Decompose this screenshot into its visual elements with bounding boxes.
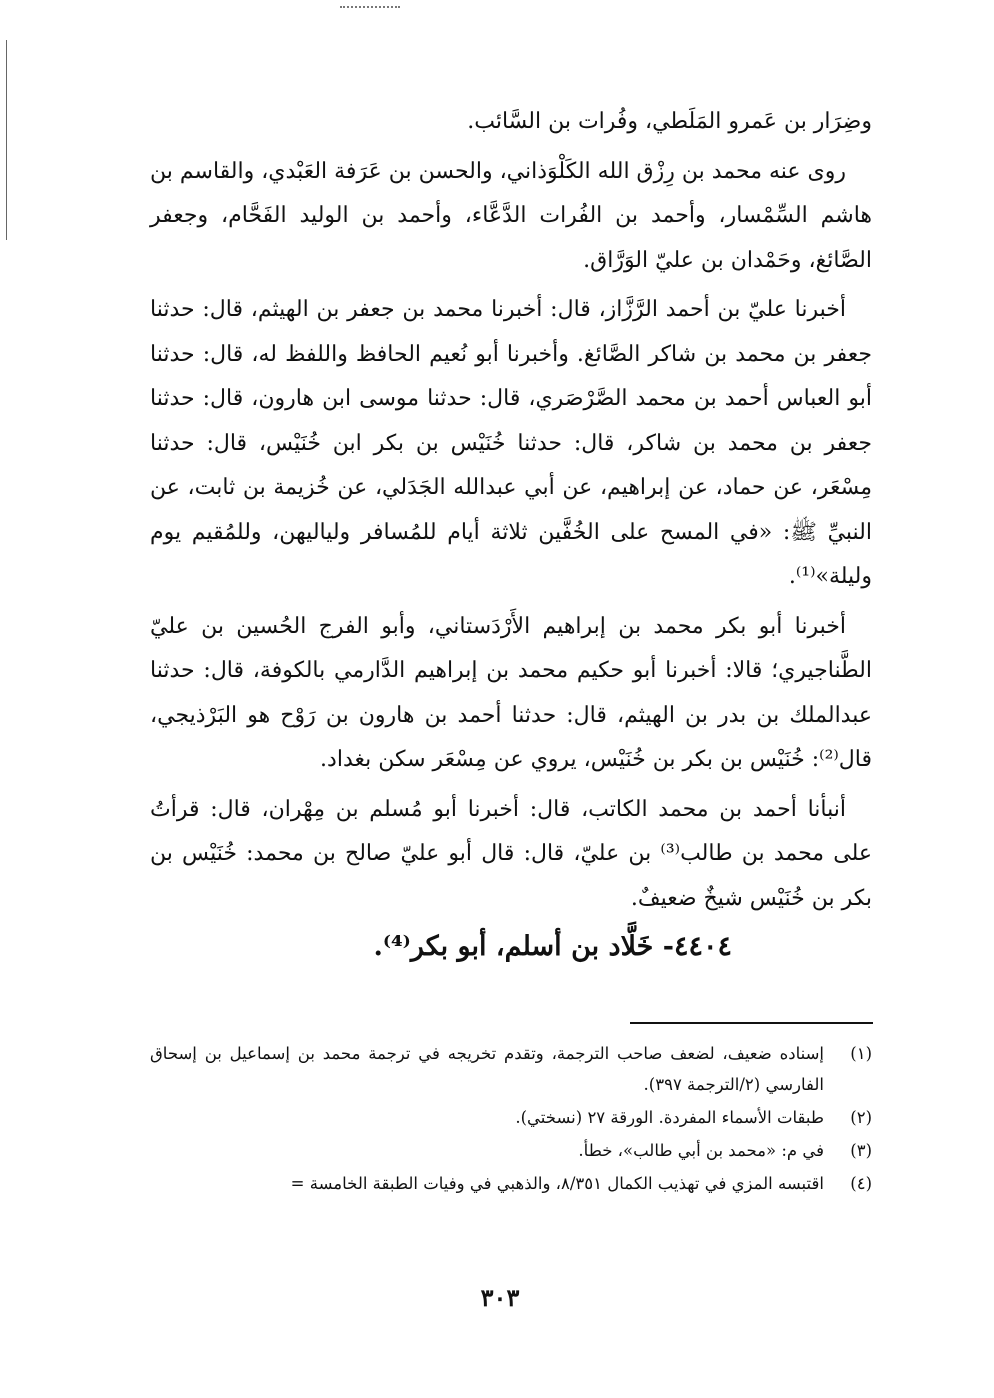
footnote-item [150, 1038, 872, 1100]
footnote-number: (١) [850, 1044, 872, 1063]
footnote-text: اقتبسه المزي في تهذيب الكمال ٨/٣٥١، والذهبي في وفيات الطبقة الخامسة = [290, 1174, 824, 1193]
paragraph-narrators: روى عنه محمد بن رِزْق الله الكَلْوَذاني، والحسن بن عَرَفة العَبْدي، والقاسم بن هاشم السِّمْسار، وأحمد بن الفُرات الدَّعَّاء، وأحمد بن الوليد الفَحَّام، وجعفر الصَّائغ، وحَمْدان بن عليّ الوَرَّاق. [150, 158, 872, 273]
paragraph-continuation: وضِرَار بن عَمرو المَلَطي، وفُرات بن السَّائب. [467, 109, 872, 134]
scan-top-marks [340, 0, 400, 8]
footnote-number: (٢) [850, 1108, 872, 1127]
paragraph-hadith-chain: أخبرنا عليّ بن أحمد الرَّزَّاز، قال: أخبرنا محمد بن جعفر بن الهيثم، قال: حدثنا جعفر بن محمد بن شاكر الصَّائغ. وأخبرنا أبو نُعيم الحافظ واللفظ له، قال: حدثنا أبو العباس أحمد بن محمد الصَّرْصَري، قال: حدثنا موسى ابن هارون، قال: حدثنا جعفر بن محمد بن شاكر، قال: حدثنا خُنَيْس بن بكر ابن خُنَيْس، قال: حدثنا مِسْعَر، عن حماد، عن إبراهيم، عن أبي عبدالله الجَدَلي، عن خُزيمة بن ثابت، عن النبيِّ ﷺ: «في المسح على الخُفَّين ثلاثة أيام للمُسافر ولياليهن، وللمُقيم يوم وليلة»⁽¹⁾. [150, 297, 872, 589]
footnote-text: إسناده ضعيف، لضعف صاحب الترجمة، وتقدم تخريجه في ترجمة محمد بن إسماعيل بن إسحاق الفارسي (٢/الترجمة ٣٩٧). [150, 1044, 824, 1094]
footnote-item [150, 1135, 872, 1166]
main-text [150, 100, 872, 969]
page-number: ٣٠٣ [480, 1283, 520, 1312]
footnote-item [150, 1102, 872, 1133]
footnote-number: (٣) [850, 1141, 872, 1160]
footnote-item [150, 1168, 872, 1199]
footnote-number: (٤) [850, 1174, 872, 1193]
footnote-text: طبقات الأسماء المفردة. الورقة ٢٧ (نسختي). [515, 1108, 824, 1127]
footnote-divider [630, 1022, 873, 1024]
footnotes [150, 1038, 872, 1201]
scan-edge-line [6, 40, 7, 240]
footnote-text: في م: «محمد بن أبي طالب»، خطأ. [578, 1141, 824, 1160]
paragraph-bardhiji: أخبرنا أبو بكر محمد بن إبراهيم الأَرْدَستاني، وأبو الفرج الحُسين بن عليّ الطَّناجيري؛ قالا: أخبرنا أبو حكيم محمد بن إبراهيم الدَّارمي بالكوفة، قال: حدثنا عبدالملك بن بدر بن الهيثم، قال: حدثنا أحمد بن هارون بن رَوْح هو البَرْذيجي، قال⁽²⁾: خُنَيْس بن بكر بن خُنَيْس، يروي عن مِسْعَر سكن بغداد. [150, 613, 872, 772]
entry-heading: ٤٤٠٤- خَلَّاد بن أسلم، أبو بكر⁽⁴⁾. [373, 931, 732, 962]
paragraph-salih: أنبأنا أحمد بن محمد الكاتب، قال: أخبرنا أبو مُسلم بن مِهْران، قال: قرأتُ على محمد بن طالب⁽³⁾ بن عليّ، قال: قال أبو عليّ صالح بن محمد: خُنَيْس بن بكر بن خُنَيْس شيخٌ ضعيفٌ. [150, 796, 872, 911]
